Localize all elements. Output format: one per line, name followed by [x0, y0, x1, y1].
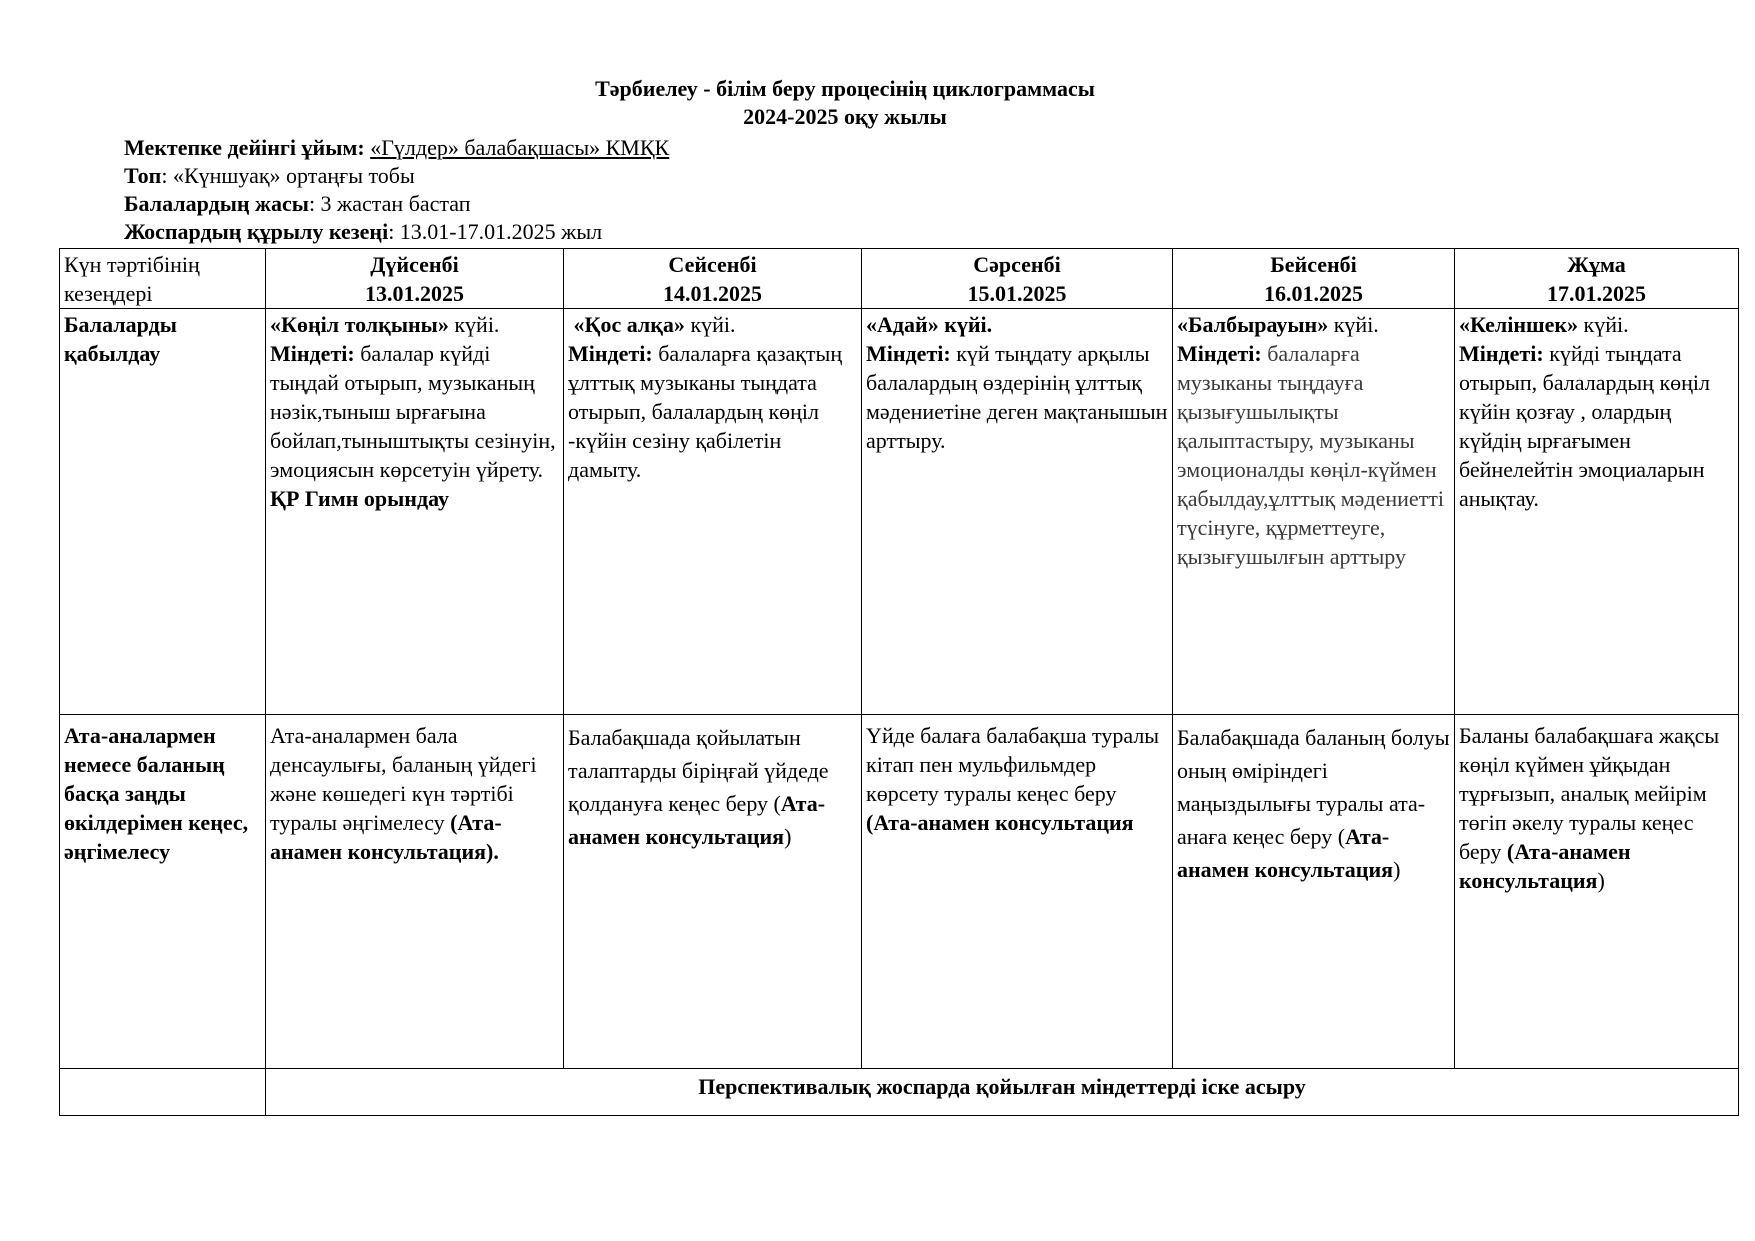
consultation-bold: Ата-анамен консультация	[1177, 824, 1394, 882]
stage-cell	[60, 309, 266, 715]
perspective-text: Перспективалық жоспарда қойылған міндеттерді іске асыру	[698, 1074, 1306, 1099]
day-name: Сейсенбі	[668, 252, 757, 277]
consultation-text: Үйде балаға балабақша туралы кітап пен мульфильмдер көрсету туралы кеңес беру	[866, 723, 1160, 806]
meta-age-label: Балалардың жасы	[124, 191, 309, 216]
meta-period	[124, 218, 602, 246]
activity-cell	[564, 309, 862, 715]
day-name: Жұма	[1567, 252, 1626, 277]
task-text: балаларға қазақтың ұлттық музыканы тыңдата отырып, балалардың көңіл -күйін сезіну қабілетін дамыту.	[568, 341, 843, 482]
day-name: Дүйсенбі	[370, 252, 459, 277]
activity-cell	[1173, 309, 1455, 715]
header-stage-cell	[60, 249, 266, 309]
stage-label: Ата-аналармен немесе баланың басқа заңды өкілдерімен кеңес, әңгімелесу	[64, 723, 249, 864]
day-date: 16.01.2025	[1264, 281, 1363, 306]
consultation-bold: (Ата-анамен консультация	[1459, 839, 1631, 893]
meta-period-label: Жоспардың құрылу кезеңі	[124, 219, 389, 244]
academic-year: 2024-2025 оқу жылы	[743, 104, 947, 129]
day-date: 13.01.2025	[365, 281, 464, 306]
activity-cell	[266, 309, 564, 715]
day-date: 14.01.2025	[663, 281, 762, 306]
consultation-text: Ата-аналармен бала денсаулығы, баланың үйдегі және көшедегі күн тәртібі туралы әңгімелесу	[270, 723, 537, 835]
table-row-perspective	[60, 1069, 1739, 1116]
consultation-cell	[1455, 715, 1739, 1069]
task-label: Міндеті:	[1459, 341, 1544, 366]
meta-group	[124, 162, 415, 190]
consultation-text: Балабақшада баланың болуы оның өміріндегі маңыздылығы туралы ата-анаға кеңес беру (	[1177, 725, 1450, 849]
consultation-tail: )	[1393, 857, 1401, 882]
day-name: Бейсенбі	[1270, 252, 1357, 277]
table-header-row	[60, 249, 1739, 309]
task-text: балаларға музыканы тыңдауға қызығушылықты қалыптастыру, музыканы эмоционалды көңіл-күймен қабылдау,ұлттық мәдениетті түсінуге, құрметтеуге, қызығушылғын арттыру	[1177, 341, 1445, 569]
meta-group-label: Топ	[124, 163, 162, 188]
kui-suffix: күйі.	[684, 312, 736, 337]
task-text: күйді тыңдата отырып, балалардың көңіл күйін қозғау , олардың күйдің ырғағымен бейнелейтін эмоциаларын анықтау.	[1459, 341, 1711, 511]
task-label: Міндеті:	[270, 341, 355, 366]
task-label: Міндеті:	[866, 341, 951, 366]
header-day-cell	[564, 249, 862, 309]
meta-org-value: «Гүлдер» балабақшасы» КМҚК	[370, 135, 670, 160]
consultation-bold: (Ата-анамен консультация	[866, 810, 1134, 835]
task-label: Міндеті:	[568, 341, 653, 366]
stage-cell	[60, 1069, 266, 1116]
consultation-tail: )	[784, 824, 792, 849]
header-stage-label: Күн тәртібінің кезеңдері	[64, 252, 200, 306]
stage-cell	[60, 715, 266, 1069]
consultation-cell	[266, 715, 564, 1069]
task-label: Міндеті:	[1177, 341, 1262, 366]
consultation-bold: Ата-анамен консультация	[568, 791, 826, 849]
consultation-tail: )	[1597, 868, 1605, 893]
header-day-cell	[862, 249, 1173, 309]
meta-group-value: : «Күншуақ» ортаңғы тобы	[161, 163, 415, 188]
kui-title: «Келіншек»	[1459, 312, 1579, 337]
table-row-parents	[60, 715, 1739, 1069]
header-day-cell	[1455, 249, 1739, 309]
header-day-cell	[1173, 249, 1455, 309]
kui-title: «Балбырауын»	[1177, 312, 1329, 337]
day-name: Сәрсенбі	[973, 252, 1061, 277]
stage-label: Балаларды қабылдау	[64, 312, 177, 366]
consultation-cell	[862, 715, 1173, 1069]
cyclogram-table	[59, 248, 1739, 1116]
consultation-cell	[1173, 715, 1455, 1069]
kui-suffix: күйі.	[448, 312, 500, 337]
kui-title: «Адай» күйі.	[866, 312, 993, 337]
document-title: Тәрбиелеу - білім беру процесінің циклограммасы	[595, 76, 1095, 101]
anthem-note: ҚР Гимн орындау	[270, 486, 449, 511]
consultation-text: Балабақшада қойылатын талаптарды біріңғай үйдеде қолдануға кеңес беру (	[568, 725, 829, 816]
meta-period-value: : 13.01-17.01.2025 жыл	[388, 219, 603, 244]
kui-title: «Қос алқа»	[573, 312, 685, 337]
kui-suffix: күйі.	[1328, 312, 1379, 337]
header-day-cell	[266, 249, 564, 309]
consultation-text: Баланы балабақшаға жақсы көңіл күймен ұйқыдан тұрғызып, аналық мейірім төгіп әкелу туралы кеңес беру	[1459, 723, 1720, 864]
perspective-cell	[266, 1069, 1739, 1116]
consultation-cell	[564, 715, 862, 1069]
day-date: 15.01.2025	[967, 281, 1067, 306]
meta-organization	[124, 134, 669, 162]
task-text: балалар күйді тыңдай отырып, музыканың нәзік,тыныш ырғағына бойлап,тыныштықты сезінуін, эмоциясын көрсетуін үйрету.	[270, 341, 556, 482]
meta-age	[124, 190, 471, 218]
kui-title: «Көңіл толқыны»	[270, 312, 449, 337]
kui-suffix: күйі.	[1578, 312, 1629, 337]
day-date: 17.01.2025	[1547, 281, 1646, 306]
consultation-bold: (Ата-анамен консультация).	[270, 810, 502, 864]
meta-org-label: Мектепке дейінгі ұйым:	[124, 135, 365, 160]
activity-cell	[862, 309, 1173, 715]
task-text: күй тыңдату арқылы балалардың өздерінің ұлттық мәдениетіне деген мақтанышын арттыру.	[866, 341, 1168, 453]
meta-age-value: : 3 жастан бастап	[308, 191, 471, 216]
table-row-reception	[60, 309, 1739, 715]
activity-cell	[1455, 309, 1739, 715]
